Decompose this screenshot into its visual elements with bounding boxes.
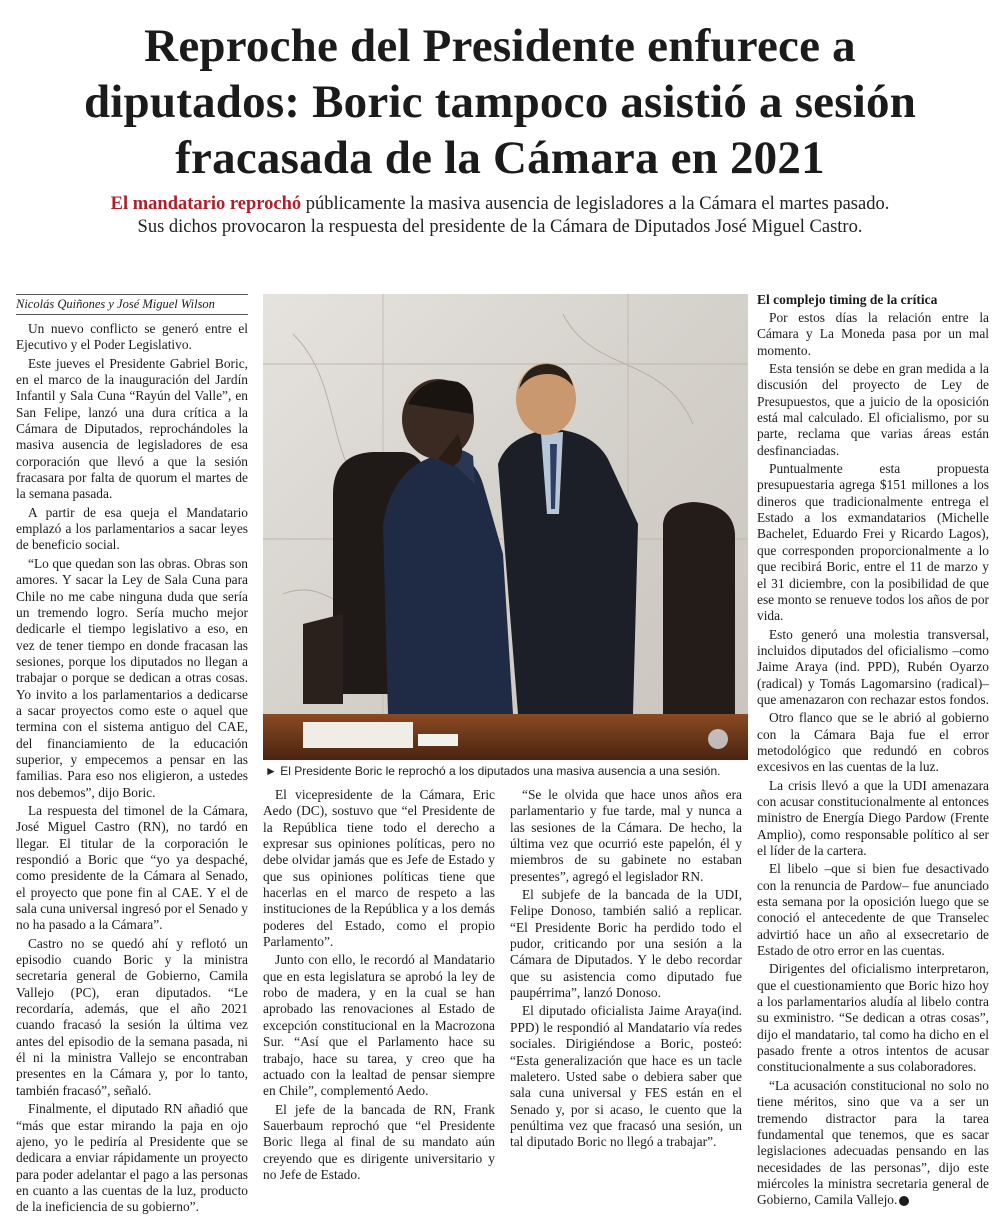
paragraph: La crisis llevó a que la UDI amenazara con acusar constitucionalmente al entonces ministro de Energía Diego Pardow (Frente Amplio), como responsable político al ser el líder de la cartera. (757, 777, 989, 858)
column-1 (16, 321, 248, 1218)
paragraph: Esto generó una molestia transversal, incluidos diputados del oficialismo –como Jaime Araya (ind. PPD), Rubén Oyarzo (radical) y Tomás Lagomarsino (radical)– que amenazaron con rechazar estos fondos. (757, 626, 989, 707)
photo-caption: ► El Presidente Boric le reprochó a los diputados una masiva ausencia a una sesión. (265, 764, 721, 778)
paragraph: El diputado oficialista Jaime Araya(ind. PPD) le respondió al Mandatario vía redes sociales. Dirigiéndose a Boric, posteó: “Esta generalización que hace es un tacle maletero. Usted sabe o debiera saber que sala cuna universal y FES están en el Senado y, por si acaso, le cuento que la penúltima vez que fracasó una sesión, un tal diputado Boric no llegó a trabajar”. (510, 1003, 742, 1150)
paragraph: La respuesta del timonel de la Cámara, José Miguel Castro (RN), no tardó en llegar. El titular de la corporación le respondió a Boric que “yo ya despaché, como presidente de la Cámara al Senado, el proyecto que pone fin al CAE. Y el de sala cuna universal ingresó por el Senado y no ha pasado a la Cámara”. (16, 802, 248, 933)
paragraph: Otro flanco que se le abrió al gobierno con la Cámara Baja fue el error metodológico que redundó en cobros excesivos en las cuentas de la luz. (757, 710, 989, 775)
paragraph-text: “La acusación constitucional no solo no tiene méritos, sino que va a ser un tremendo distractor para la tarea fundamental que tenemos, que es sacar legislaciones adecuadas pensando en las necesidades de las personas”, dijo este miércoles la ministra secretaria general de Gobierno, Camila Vallejo. (757, 1077, 989, 1208)
paragraph: Puntualmente esta propuesta presupuestaria agrega $151 millones a los dineros que tradicionalmente entrega el Estado a los exmandatarios (Michelle Bachelet, Eduardo Frei y Ricardo Lagos), que corresponden proporcionalmente a lo que recibirá Boric, entre el 11 de marzo y el 31 diciembre, con la posibilidad de que ese monto se renueve todos los años de por vida. (757, 461, 989, 624)
headline-line-3: fracasada de la Cámara en 2021 (175, 132, 825, 184)
byline: Nicolás Quiñones y José Miguel Wilson (16, 294, 248, 315)
paragraph: “Lo que quedan son las obras. Obras son amores. Y sacar la Ley de Sala Cuna para Chile no me cabe ninguna duda que sería un tremendo logro. Sería mucho mejor dedicarle el tiempo legislativo a eso, en vez de tener tiempo en donde fracasan las sesiones, porque los diputados no llegan a trabajar o porque se dedican a otras cosas. Yo invito a los parlamentarios a dedicarse a sacar proyectos como este o aquel que termina con el sistema antiguo del CAE, del financiamiento de la educación superior, y empecemos a pensar en las familias. Para eso nos eligieron, a ustedes nos debemos”, dijo Boric. (16, 555, 248, 800)
column-4-subhead: El complejo timing de la crítica (757, 292, 938, 307)
article-photo (263, 294, 748, 760)
deck-line-1: públicamente la masiva ausencia de legisladores a la Cámara el martes pasado. (301, 194, 890, 214)
headline-line-2: diputados: Boric tampoco asistió a sesión (83, 76, 917, 128)
headline-line-1: Reproche del Presidente enfurece a (144, 20, 856, 72)
column-2 (263, 787, 495, 1185)
paragraph: Castro no se quedó ahí y reflotó un episodio cuando Boric y la ministra secretaria general de Gobierno, Camila Vallejo (PC), eran diputados. “Le recordaría, además, que el año 2021 cuando fracasó la sesión la última vez antes del episodio de la semana pasada, ni él ni la ministra Vallejo se encontraban presentes en la Cámara y, por lo tanto, también fracasó”, señaló. (16, 935, 248, 1098)
paragraph: Esta tensión se debe en gran medida a la discusión del proyecto de Ley de Presupuestos, que a juicio de la oposición está mal calculado. El oficialismo, por su parte, reclama que varias áreas están desfinanciadas. (757, 361, 989, 458)
paragraph: El libelo –que si bien fue desactivado con la renuncia de Pardow– fue anunciado esta semana por la oposición luego que se conoció el antecedente de que Transelec advirtió hace un año al exsecretario de Estado de otro error en las cuentas. (757, 861, 989, 959)
paragraph: Este jueves el Presidente Gabriel Boric, en el marco de la inauguración del Jardín Infantil y Sala Cuna “Rayún del Valle”, en San Felipe, lanzó una dura crítica a la Cámara de Diputados, reprochándoles la masiva ausencia de legisladores de esa corporación que llevó a que la sesión fracasara por falta de quorum el martes de la semana pasada. (16, 355, 248, 502)
column-4 (757, 310, 989, 1211)
paragraph: Dirigentes del oficialismo interpretaron, que el cuestionamiento que Boric hizo hoy a los parlamentarios aludía al libelo contra su exministro. “Se dedican a otras cosas”, dijo el mandatario, tal como ha dicho en el pasado frente a otros intentos de acusar constitucionalmente a sus colaboradores. (757, 961, 989, 1075)
deck-highlight: El mandatario reprochó (110, 194, 302, 214)
paragraph: Finalmente, el diputado RN añadió que “más que estar mirando la paja en ojo ajeno, yo le pediría al Presidente que se dedicara a enviar rápidamente un proyecto para poder adelantar el pago a las personas en cuanto a las cuentas de la luz, producto de la ineficiencia de su gobierno”. (16, 1101, 248, 1215)
paragraph: Un nuevo conflicto se generó entre el Ejecutivo y el Poder Legislativo. (16, 321, 248, 353)
headline (0, 18, 1000, 186)
paragraph-last (757, 1078, 989, 1209)
paragraph: Por estos días la relación entre la Cámara y La Moneda pasa por un mal momento. (757, 310, 989, 358)
paragraph: El jefe de la bancada de RN, Frank Sauerbaum reprochó que “el Presidente Boric llega al final de su mandato aún creyendo que es dirigente universitario y no Jefe de Estado. (263, 1101, 495, 1182)
circle-end-icon (899, 1196, 909, 1206)
deck (0, 193, 1000, 239)
column-3 (510, 787, 742, 1153)
deck-line-2: Sus dichos provocaron la respuesta del presidente de la Cámara de Diputados José Miguel Castro. (137, 217, 863, 237)
paragraph: Junto con ello, le recordó al Mandatario que en esta legislatura se aprobó la ley de robo de madera, y en la cual se han aprobado las renovaciones al Estado de excepción constitucional en la Macrozona Sur. “Así que el Parlamento hace su trabajo, hace su tarea, y creo que ha actuado con la lealtad de pensar siempre en Chile”, complementó Aedo. (263, 952, 495, 1099)
paragraph: El subjefe de la bancada de la UDI, Felipe Donoso, también salió a replicar. “El Presidente Boric ha perdido todo el pudor, criticando por una sesión a la Cámara de Diputados. Y le debo recordar que su asistencia como diputado fue paupérrima”, lanzó Donoso. (510, 887, 742, 1001)
paragraph: El vicepresidente de la Cámara, Eric Aedo (DC), sostuvo que “el Presidente de la República tiene todo el derecho a expresar sus opiniones políticas, pero no debe olvidar jamás que es Jefe de Estado y que sus opiniones políticas tiene que hacerlas en el marco de respeto a las instituciones de la República y a los demás poderes del Estado, como el propio Parlamento”. (263, 787, 495, 950)
paragraph: A partir de esa queja el Mandatario emplazó a los parlamentarios a sacar leyes de beneficio social. (16, 504, 248, 553)
paragraph: “Se le olvida que hace unos años era parlamentario y fue tarde, mal y nunca a las sesiones de la Cámara. De hecho, la última vez que ocurrió este papelón, él y miembros de su gabinete no estaban presentes”, agregó el legislador RN. (510, 787, 742, 884)
